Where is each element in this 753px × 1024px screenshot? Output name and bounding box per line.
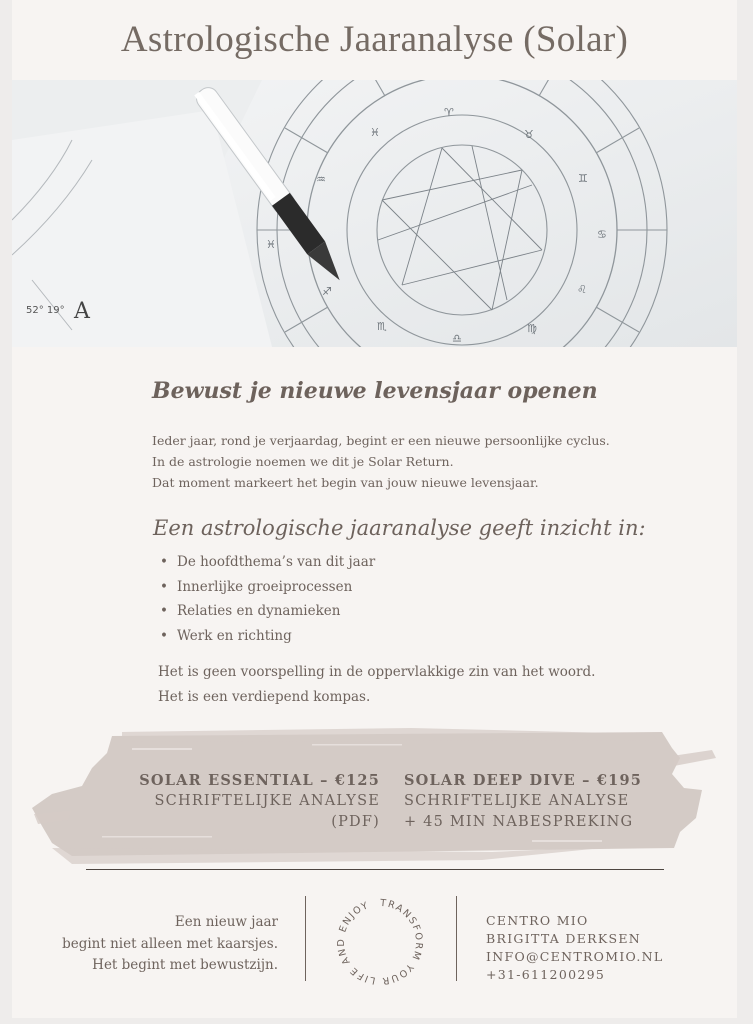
price-title: SOLAR DEEP DIVE – €195 (404, 772, 643, 789)
hero-corner-letter: A (74, 299, 90, 324)
contact-email[interactable]: INFO@CENTROMIO.NL (486, 949, 664, 964)
svg-text:♐: ♐ (322, 285, 332, 298)
quote-line: Het begint met bewustzijn. (92, 957, 278, 973)
insight-outro (158, 660, 595, 710)
intro-text (152, 430, 610, 493)
circle-text: TRANSFORM YOUR LIFE AND ENJOY (335, 897, 425, 987)
footer-divider-left (305, 896, 306, 981)
quote-line: Een nieuw jaar (174, 914, 278, 930)
svg-text:♓: ♓ (266, 238, 276, 251)
quote-line: begint niet alleen met kaarsjes. (62, 935, 278, 952)
price-desc: SCHRIFTELIJKE ANALYSE (404, 793, 630, 809)
intro-line: Dat moment markeert het begin van jouw nieuwe levensjaar. (152, 475, 539, 490)
list-item: • Werk en richting (160, 624, 375, 649)
svg-text:♌: ♌ (577, 283, 587, 296)
svg-text:TRANSFORM YOUR LIFE AND ENJOY (336, 898, 424, 986)
astrology-chart-photo (12, 80, 737, 347)
intro-line: In de astrologie noemen we dit je Solar Return. (152, 454, 454, 469)
pricing-option-essential (40, 770, 380, 833)
hero-image (12, 80, 737, 347)
list-item: • Relaties en dynamieken (160, 599, 375, 624)
contact-phone[interactable]: +31-611200295 (486, 967, 606, 982)
svg-text:♋: ♋ (597, 228, 607, 241)
outro-line: Het is geen voorspelling in de oppervlakkige zin van het woord. (158, 664, 596, 680)
list-item: • De hoofdthema’s van dit jaar (160, 550, 375, 575)
hero-corner-text: 52° 19° (26, 305, 65, 316)
contact-block (486, 912, 663, 984)
circular-slogan-logo (324, 894, 436, 990)
footer-divider-right (456, 896, 457, 981)
insight-heading: Een astrologische jaaranalyse geeft inzicht in: (153, 516, 646, 540)
svg-text:♒: ♒ (316, 173, 326, 186)
svg-text:♉: ♉ (524, 128, 534, 141)
svg-text:♊: ♊ (578, 172, 588, 185)
svg-text:♍: ♍ (527, 322, 537, 335)
intro-line: Ieder jaar, rond je verjaardag, begint er een nieuwe persoonlijke cyclus. (152, 433, 610, 448)
svg-text:♈: ♈ (444, 106, 454, 119)
intro-heading: Bewust je nieuwe levensjaar openen (152, 378, 598, 404)
price-title: SOLAR ESSENTIAL – €125 (139, 772, 380, 789)
pricing-option-deep-dive (404, 770, 734, 833)
svg-text:♎: ♎ (452, 332, 462, 345)
footer-quote (40, 912, 278, 977)
price-desc: (PDF) (331, 814, 380, 830)
page-title: Astrologische Jaaranalyse (Solar) (120, 19, 629, 60)
list-item: • Innerlijke groeiprocessen (160, 575, 375, 600)
svg-text:♏: ♏ (377, 320, 387, 333)
price-desc: + 45 MIN NABESPREKING (404, 814, 634, 830)
svg-text:♓: ♓ (370, 126, 380, 139)
price-desc: SCHRIFTELIJKE ANALYSE (154, 793, 380, 809)
contact-person: BRIGITTA DERKSEN (486, 931, 642, 946)
contact-company: CENTRO MIO (486, 913, 589, 928)
insight-list (160, 550, 375, 649)
outro-line: Het is een verdiepend kompas. (158, 689, 371, 705)
